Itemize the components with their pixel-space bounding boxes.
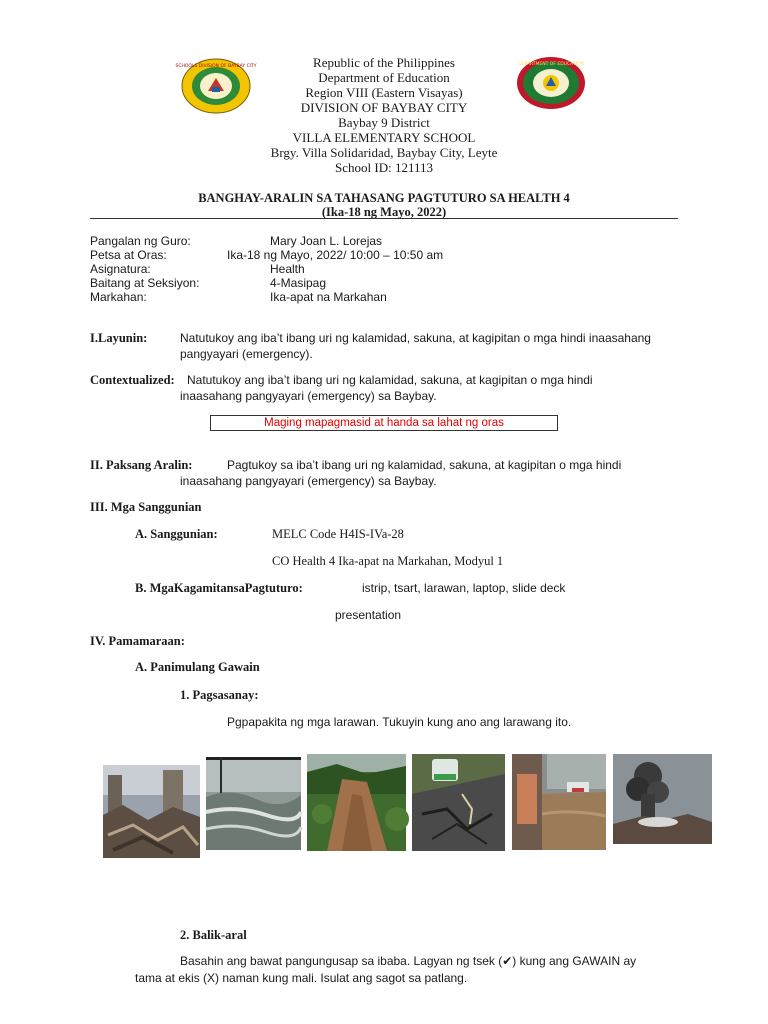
info-label-baitang: Baitang at Seksiyon: [90,276,200,290]
contextualized-line2: inaasahang pangyayari (emergency) sa Baybay. [180,389,437,403]
header-deped: Department of Education [318,70,450,85]
info-label-guro: Pangalan ng Guro: [90,234,191,248]
melc-code: MELC Code H4IS-IVa-28 [272,527,404,541]
info-value-baitang: 4-Masipag [270,276,327,290]
pagsasanay-text: Pgpapakita ng mga larawan. Tukuyin kung ano ang larawang ito. [227,715,572,729]
paksang-aralin-line2: inaasahang pangyayari (emergency) sa Baybay. [180,474,437,488]
kagamitan-line1: istrip, tsart, larawan, laptop, slide deck [362,581,566,595]
kagamitan-line2: presentation [335,608,402,622]
contextualized-label: Contextualized: [90,373,175,387]
header-address: Brgy. Villa Solidaridad, Baybay City, Leyte [270,145,498,160]
info-value-asignatura: Health [270,262,305,276]
paksang-aralin-line1: Pagtukoy sa iba’t ibang uri ng kalamidad, sakuna, at kagipitan o mga hindi [227,458,622,472]
paksang-aralin-label: II. Paksang Aralin: [90,458,193,472]
balik-aral-line1: Basahin ang bawat pangungusap sa ibaba. Lagyan ng tsek (✔) kung ang GAWAIN ay [180,954,637,968]
lesson-title: BANGHAY-ARALIN SA TAHASANG PAGTUTURO SA HEALTH 4 [198,191,570,205]
header-republic: Republic of the Philippines [313,55,455,70]
sanggunian-heading: III. Mga Sanggunian [90,500,202,514]
info-label-markahan: Markahan: [90,290,147,304]
sanggunian-a-label: A. Sanggunian: [135,527,218,541]
title-divider [90,218,678,219]
volcano-eruption-image [613,754,712,844]
info-value-guro: Mary Joan L. Lorejas [270,234,383,248]
layunin-line1: Natutukoy ang iba’t ibang uri ng kalamidad, sakuna, at kagipitan o mga hindi inaasahang [180,331,651,345]
info-value-petsa: Ika-18 ng Mayo, 2022/ 10:00 – 10:50 am [227,248,444,262]
co-module: CO Health 4 Ika-apat na Markahan, Modyul 1 [272,554,504,568]
pamamaraan-heading: IV. Pamamaraan: [90,634,185,648]
storm-surge-image [206,757,301,850]
earthquake-road-image [412,754,505,851]
panimulang-gawain-label: A. Panimulang Gawain [135,660,260,674]
lesson-date: (Ika-18 ng Mayo, 2022) [321,205,447,219]
header-region: Region VIII (Eastern Visayas) [305,85,463,100]
svg-text:SCHOOLS DIVISION OF BAYBAY CIT: SCHOOLS DIVISION OF BAYBAY CITY [175,64,257,69]
header-division: DIVISION OF BAYBAY CITY [300,100,468,115]
pagsasanay-label: 1. Pagsasanay: [180,688,259,702]
kagamitan-label: B. MgaKagamitansaPagtuturo: [135,581,303,595]
svg-text:DEPARTMENT OF EDUCATION: DEPARTMENT OF EDUCATION [518,62,584,67]
typhoon-debris-image [103,765,200,858]
balik-aral-label: 2. Balik-aral [180,928,247,942]
header-school-name: VILLA ELEMENTARY SCHOOL [292,130,476,145]
contextualized-line1: Natutukoy ang iba’t ibang uri ng kalamidad, sakuna, at kagipitan o mga hindi [187,373,593,387]
header-school-id: School ID: 121113 [335,160,433,175]
landslide-image [307,754,406,851]
layunin-label: I.Layunin: [90,331,148,345]
info-value-markahan: Ika-apat na Markahan [270,290,387,304]
header-district: Baybay 9 District [338,115,430,130]
balik-aral-line2: tama at ekis (X) naman kung mali. Isulat ang sagot sa patlang. [135,971,468,985]
layunin-line2: pangyayari (emergency). [180,347,313,361]
info-label-asignatura: Asignatura: [90,262,151,276]
flood-image [512,754,606,850]
motto-box: Maging mapagmasid at handa sa lahat ng oras [210,415,558,431]
info-label-petsa: Petsa at Oras: [90,248,167,262]
